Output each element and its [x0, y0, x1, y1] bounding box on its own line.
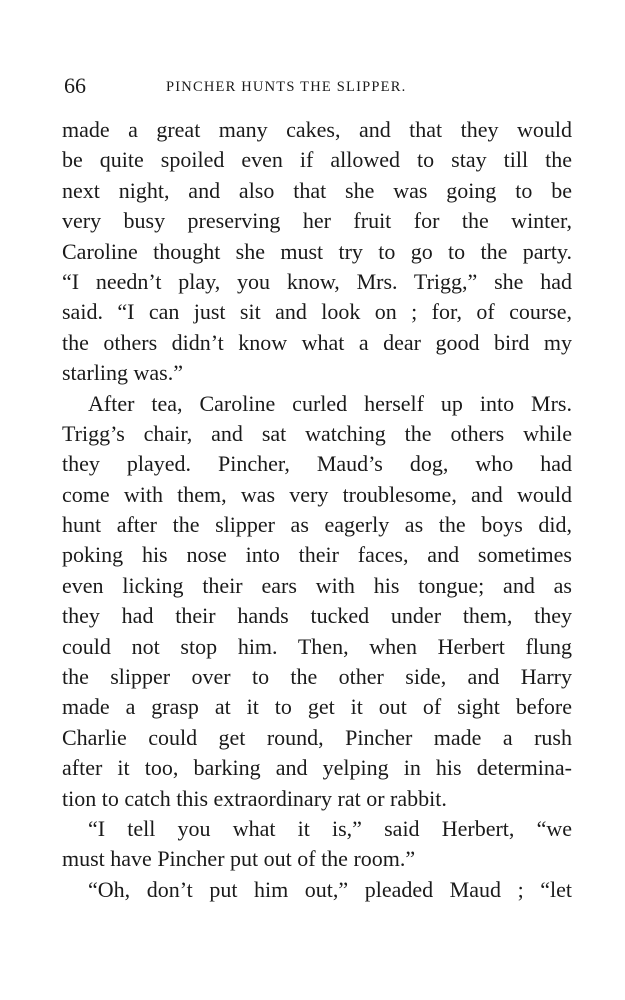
text-line: after it too, barking and yelping in his determina- [62, 755, 572, 781]
text-line: must have Pincher put out of the room.” [62, 846, 416, 872]
text-line: they played. Pincher, Maud’s dog, who had [62, 451, 572, 477]
text-line: come with them, was very troublesome, and would [62, 481, 572, 507]
text-line: Charlie could get round, Pincher made a rush [62, 724, 572, 750]
text-line: After tea, Caroline curled herself up into Mrs. [88, 390, 572, 416]
text-line: Trigg’s chair, and sat watching the others while [62, 420, 572, 446]
text-line: poking his nose into their faces, and sometimes [62, 542, 572, 568]
text-line: made a grasp at it to get it out of sight before [62, 694, 572, 720]
text-line: “I needn’t play, you know, Mrs. Trigg,” she had [62, 268, 572, 294]
text-line: the slipper over to the other side, and Harry [62, 664, 572, 690]
text-line: very busy preserving her fruit for the winter, [62, 208, 572, 234]
text-line: “I tell you what it is,” said Herbert, “we [88, 815, 572, 841]
text-line: hunt after the slipper as eagerly as the boys did, [62, 512, 572, 538]
text-line: the others didn’t know what a dear good bird my [62, 329, 572, 355]
text-line: could not stop him. Then, when Herbert flung [62, 633, 572, 659]
text-line: said. “I can just sit and look on ; for, of course, [62, 299, 572, 325]
text-line: next night, and also that she was going to be [62, 177, 572, 203]
running-title: PINCHER HUNTS THE SLIPPER. [166, 79, 407, 95]
text-line: even licking their ears with his tongue; and as [62, 572, 572, 598]
running-head [64, 72, 572, 100]
text-line: Caroline thought she must try to go to the party. [62, 238, 572, 264]
text-line: starling was.” [62, 360, 183, 386]
text-line: made a great many cakes, and that they would [62, 117, 572, 142]
text-line: they had their hands tucked under them, they [62, 603, 572, 629]
text-line: tion to catch this extraordinary rat or rabbit. [62, 785, 447, 811]
page-number: 66 [64, 73, 86, 98]
text-line: be quite spoiled even if allowed to stay till the [62, 147, 572, 173]
text-line: “Oh, don’t put him out,” pleaded Maud ; “let [88, 876, 572, 902]
body-text [62, 115, 572, 905]
